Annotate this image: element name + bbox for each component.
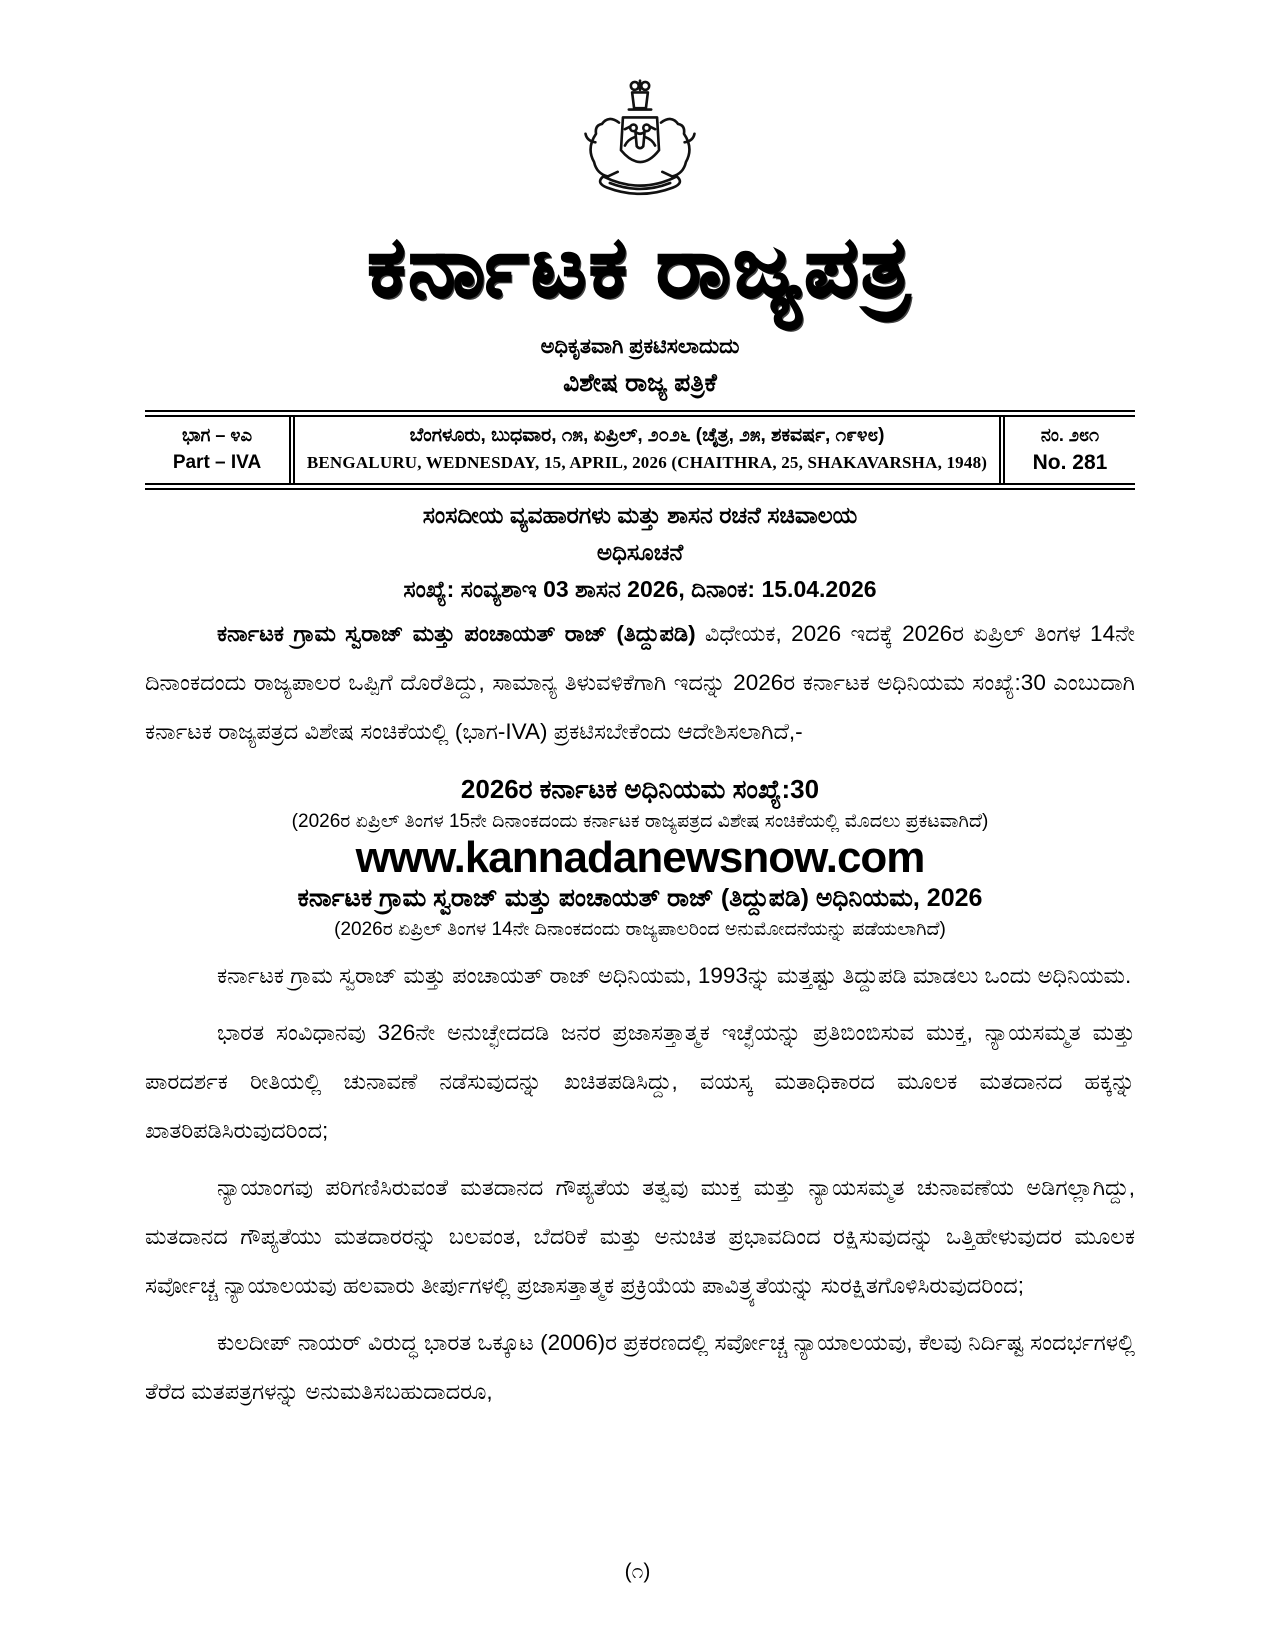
part-cell [145,417,295,483]
act-number-heading: 2026ರ ಕರ್ನಾಟಕ ಅಧಿನಿಯಮ ಸಂಖ್ಯೆ:30 [460,774,820,804]
place-date-kannada: ಬೆಂಗಳೂರು, ಬುಧವಾರ, ೧೫, ಏಪ್ರಿಲ್, ೨೦೨೬ (ಚೈತ್ರ, ೨೫, ಶಕವರ್ಷ, ೧೯೪೮) [409,425,885,446]
watermark-url-text: www.kannadanewsnow.com [355,833,925,882]
act-paragraph-constitution-326: ಭಾರತ ಸಂವಿಧಾನವು 326ನೇ ಅನುಚ್ಛೇದದಡಿ ಜನರ ಪ್ರಜಾಸತ್ತಾತ್ಮಕ ಇಚ್ಛೆಯನ್ನು ಪ್ರತಿಬಿಂಬಿಸುವ ಮುಕ್ತ, ನ್ಯಾಯಸಮ್ಮತ ಮತ್ತು ಪಾರದರ್ಶಕ ರೀತಿಯಲ್ಲಿ ಚುನಾವಣೆ ನಡೆಸುವುದನ್ನು ಖಚಿತಪಡಿಸಿದ್ದು, ವಯಸ್ಕ ಮತಾಧಿಕಾರದ ಮೂಲಕ ಮತದಾನದ ಹಕ್ಕನ್ನು ಖಾತರಿಪಡಿಸಿರುವುದರಿಂದ; [145,1020,1135,1143]
part-english: Part – IVA [172,452,262,473]
issue-info-bar [145,410,1135,490]
place-date-cell [295,417,1005,483]
issue-number-cell [1005,417,1135,483]
gazette-title: ಕರ್ನಾಟಕ ರಾಜ್ಯಪತ್ರ [367,220,913,314]
act-paragraph-amend-1993: ಕರ್ನಾಟಕ ಗ್ರಾಮ ಸ್ವರಾಜ್ ಮತ್ತು ಪಂಚಾಯತ್ ರಾಜ್ ಅಧಿನಿಯಮ, 1993ನ್ನು ಮತ್ತಷ್ಟು ತಿದ್ದುಪಡಿ ಮಾಡಲು ಒಂದು ಅಧಿನಿಯಮ. [217,963,1132,988]
department-heading: ಸಂಸದೀಯ ವ್ಯವಹಾರಗಳು ಮತ್ತು ಶಾಸನ ರಚನೆ ಸಚಿವಾಲಯ [422,502,858,528]
first-publication-note: (2026ರ ಏಪ್ರಿಲ್ ತಿಂಗಳ 15ನೇ ದಿನಾಂಕದಂದು ಕರ್ನಾಟಕ ರಾಜ್ಯಪತ್ರದ ವಿಶೇಷ ಸಂಚಿಕೆಯಲ್ಲಿ ಮೊದಲು ಪ್ರಕಟವಾಗಿದೆ) [291,811,989,832]
emblem-container [145,0,1135,209]
page-number: (೧) [624,1560,651,1583]
act-paragraph-secrecy-of-vote: ನ್ಯಾಯಾಂಗವು ಪರಿಗಣಿಸಿರುವಂತೆ ಮತದಾನದ ಗೌಪ್ಯತೆಯ ತತ್ವವು ಮುಕ್ತ ಮತ್ತು ನ್ಯಾಯಸಮ್ಮತ ಚುನಾವಣೆಯ ಅಡಿಗಲ್ಲಾಗಿದ್ದು, ಮತದಾನದ ಗೌಪ್ಯತೆಯು ಮತದಾರರನ್ನು ಬಲವಂತ, ಬೆದರಿಕೆ ಮತ್ತು ಅನುಚಿತ ಪ್ರಭಾವದಿಂದ ರಕ್ಷಿಸುವುದನ್ನು ಒತ್ತಿಹೇಳುವುದರ ಮೂಲಕ ಸರ್ವೋಚ್ಚ ನ್ಯಾಯಾಲಯವು ಹಲವಾರು ತೀರ್ಪುಗಳಲ್ಲಿ ಪ್ರಜಾಸತ್ತಾತ್ಮಕ ಪ್ರಕ್ರಿಯೆಯ ಪಾವಿತ್ರ್ಯತೆಯನ್ನು ಸುರಕ್ಷಿತಗೊಳಿಸಿರುವುದರಿಂದ; [145,1175,1135,1298]
place-date-english: BENGALURU, WEDNESDAY, 15, APRIL, 2026 (CHAITHRA, 25, SHAKAVARSHA, 1948) [306,453,988,472]
officially-published-line: ಅಧಿಕೃತವಾಗಿ ಪ್ರಕಟಿಸಲಾದುದು [540,335,740,358]
act-title: ಕರ್ನಾಟಕ ಗ್ರಾಮ ಸ್ವರಾಜ್ ಮತ್ತು ಪಂಚಾಯತ್ ರಾಜ್ (ತಿದ್ದುಪಡಿ) ಅಧಿನಿಯಮ, 2026 [297,884,983,912]
notification-body-rest-segment: ವಿಧೇಯಕ, 2026 ಇದಕ್ಕೆ 2026ರ ಏಪ್ರಿಲ್ ತಿಂಗಳ 14ನೇ ದಿನಾಂಕದಂದು ರಾಜ್ಯಪಾಲರ ಒಪ್ಪಿಗೆ ದೊರೆತಿದ್ದು, ಸಾಮಾನ್ಯ ತಿಳುವಳಿಕೆಗಾಗಿ ಇದನ್ನು 2026ರ ಕರ್ನಾಟಕ ಅಧಿನಿಯಮ ಸಂಖ್ಯೆ:30 ಎಂಬುದಾಗಿ ಕರ್ನಾಟಕ ರಾಜ್ಯಪತ್ರದ ವಿಶೇಷ ಸಂಚಿಕೆಯಲ್ಲಿ (ಭಾಗ-IVA) ಪ್ರಕಟಿಸಬೇಕೆಂದು ಆದೇಶಿಸಲಾಗಿದೆ,- [145,621,1135,744]
notification-body-bold-segment: ಕರ್ನಾಟಕ ಗ್ರಾಮ ಸ್ವರಾಜ್ ಮತ್ತು ಪಂಚಾಯತ್ ರಾಜ್ (ತಿದ್ದುಪಡಿ) [217,621,696,646]
act-paragraph-kuldeep-nayar-case: ಕುಲದೀಪ್ ನಾಯರ್ ವಿರುದ್ಧ ಭಾರತ ಒಕ್ಕೂಟ (2006)ರ ಪ್ರಕರಣದಲ್ಲಿ ಸರ್ವೋಚ್ಚ ನ್ಯಾಯಾಲಯವು, ಕೆಲವು ನಿರ್ದಿಷ್ಟ ಸಂದರ್ಭಗಳಲ್ಲಿ ತೆರೆದ ಮತಪತ್ರಗಳನ್ನು ಅನುಮತಿಸಬಹುದಾದರೂ, [145,1330,1135,1404]
assent-note: (2026ರ ಏಪ್ರಿಲ್ ತಿಂಗಳ 14ನೇ ದಿನಾಂಕದಂದು ರಾಜ್ಯಪಾಲರಿಂದ ಅನುಮೋದನೆಯನ್ನು ಪಡೆಯಲಾಗಿದೆ) [334,919,946,940]
notification-heading: ಅಧಿಸೂಚನೆ [596,539,684,565]
part-kannada: ಭಾಗ – ೪ಎ [181,425,253,445]
issue-no-english: No. 281 [1032,451,1108,474]
karnataka-state-emblem-icon [561,78,719,204]
notification-body-paragraph [145,609,1135,756]
special-gazette-line: ವಿಶೇಷ ರಾಜ್ಯ ಪತ್ರಿಕೆ [563,369,717,397]
notification-number-line: ಸಂಖ್ಯೆ: ಸಂವ್ಯಶಾಇ 03 ಶಾಸನ 2026, ದಿನಾಂಕ: 15.04.2026 [403,576,877,602]
issue-no-kannada: ನಂ. ೨೮೧ [1040,425,1100,445]
